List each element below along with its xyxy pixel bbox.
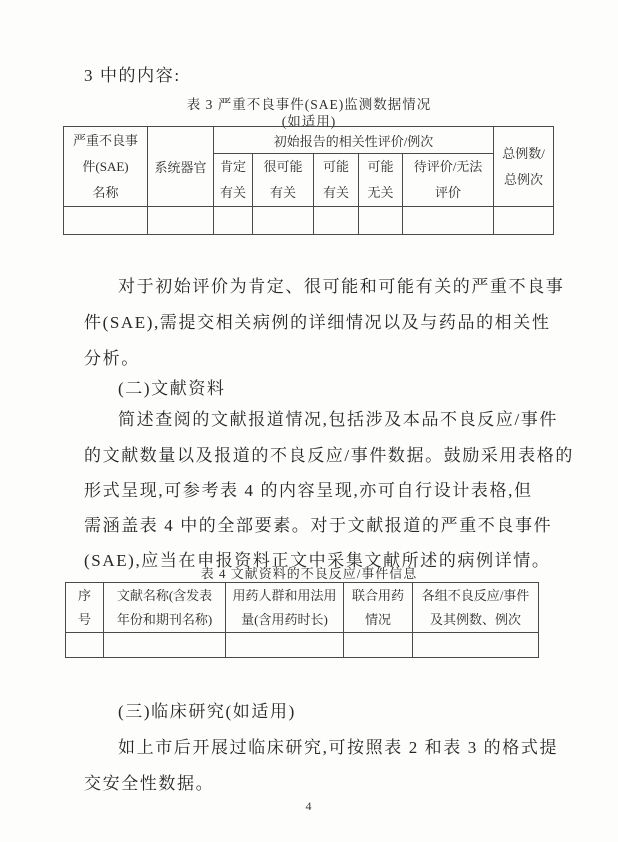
table-row: [66, 633, 539, 658]
table3-caption-note: (如适用): [281, 114, 337, 129]
table3-header-sae-name: 严重不良事 件(SAE) 名称: [64, 127, 148, 207]
paragraph2-line: 的文献数量以及报道的不良反应/事件数据。鼓励采用表格的: [84, 446, 574, 465]
table3-header-total: 总例数/ 总例次: [494, 127, 554, 207]
table3-caption: 表 3 严重不良事件(SAE)监测数据情况: [186, 97, 432, 112]
table3-subheader-pending: 待评价/无法 评价: [403, 154, 494, 207]
paragraph2-line: (SAE),应当在申报资料正文中采集文献所述的病例详情。: [84, 551, 551, 570]
table3-subheader-possibly-unrelated: 可能 无关: [359, 154, 403, 207]
table3-header-system-organ: 系统器官: [148, 127, 214, 207]
page-number: 4: [305, 799, 313, 813]
table3-subheader-possible: 可能 有关: [314, 154, 359, 207]
table3-sae-monitoring: [63, 126, 554, 235]
table4-header-index: 序 号: [66, 583, 104, 633]
table-row: [64, 207, 554, 235]
table3-subheader-certain: 肯定 有关: [214, 154, 253, 207]
table4-header-population: 用药人群和用法用 量(含用药时长): [226, 583, 344, 633]
table4-literature-events: [65, 582, 539, 658]
table3-header-group: 初始报告的相关性评价/例次: [214, 127, 494, 154]
intro-line: 3 中的内容:: [84, 66, 181, 85]
paragraph2-line: 形式呈现,可参考表 4 的内容呈现,亦可自行设计表格,但: [84, 481, 533, 500]
section-heading-literature: (二)文献资料: [118, 379, 226, 398]
section-heading-clinical: (三)临床研究(如适用): [118, 702, 296, 721]
paragraph2-line: 简述查阅的文献报道情况,包括涉及本品不良反应/事件: [118, 410, 558, 429]
table4-header-events: 各组不良反应/事件 及其例数、例次: [413, 583, 539, 633]
paragraph1-line: 对于初始评价为肯定、很可能和可能有关的严重不良事: [118, 277, 565, 296]
paragraph1-line: 件(SAE),需提交相关病例的详细情况以及与药品的相关性: [84, 313, 551, 332]
table4-header-comedication: 联合用药 情况: [344, 583, 413, 633]
table4-caption: 表 4 文献资料的不良反应/事件信息: [200, 566, 418, 581]
paragraph3-line: 如上市后开展过临床研究,可按照表 2 和表 3 的格式提: [118, 738, 559, 757]
paragraph3-line: 交安全性数据。: [84, 774, 215, 793]
paragraph2-line: 需涵盖表 4 中的全部要素。对于文献报道的严重不良事件: [84, 516, 553, 535]
paragraph1-line: 分析。: [84, 349, 140, 368]
table3-subheader-very-likely: 很可能 有关: [253, 154, 314, 207]
table4-header-literature: 文献名称(含发表 年份和期刊名称): [104, 583, 226, 633]
